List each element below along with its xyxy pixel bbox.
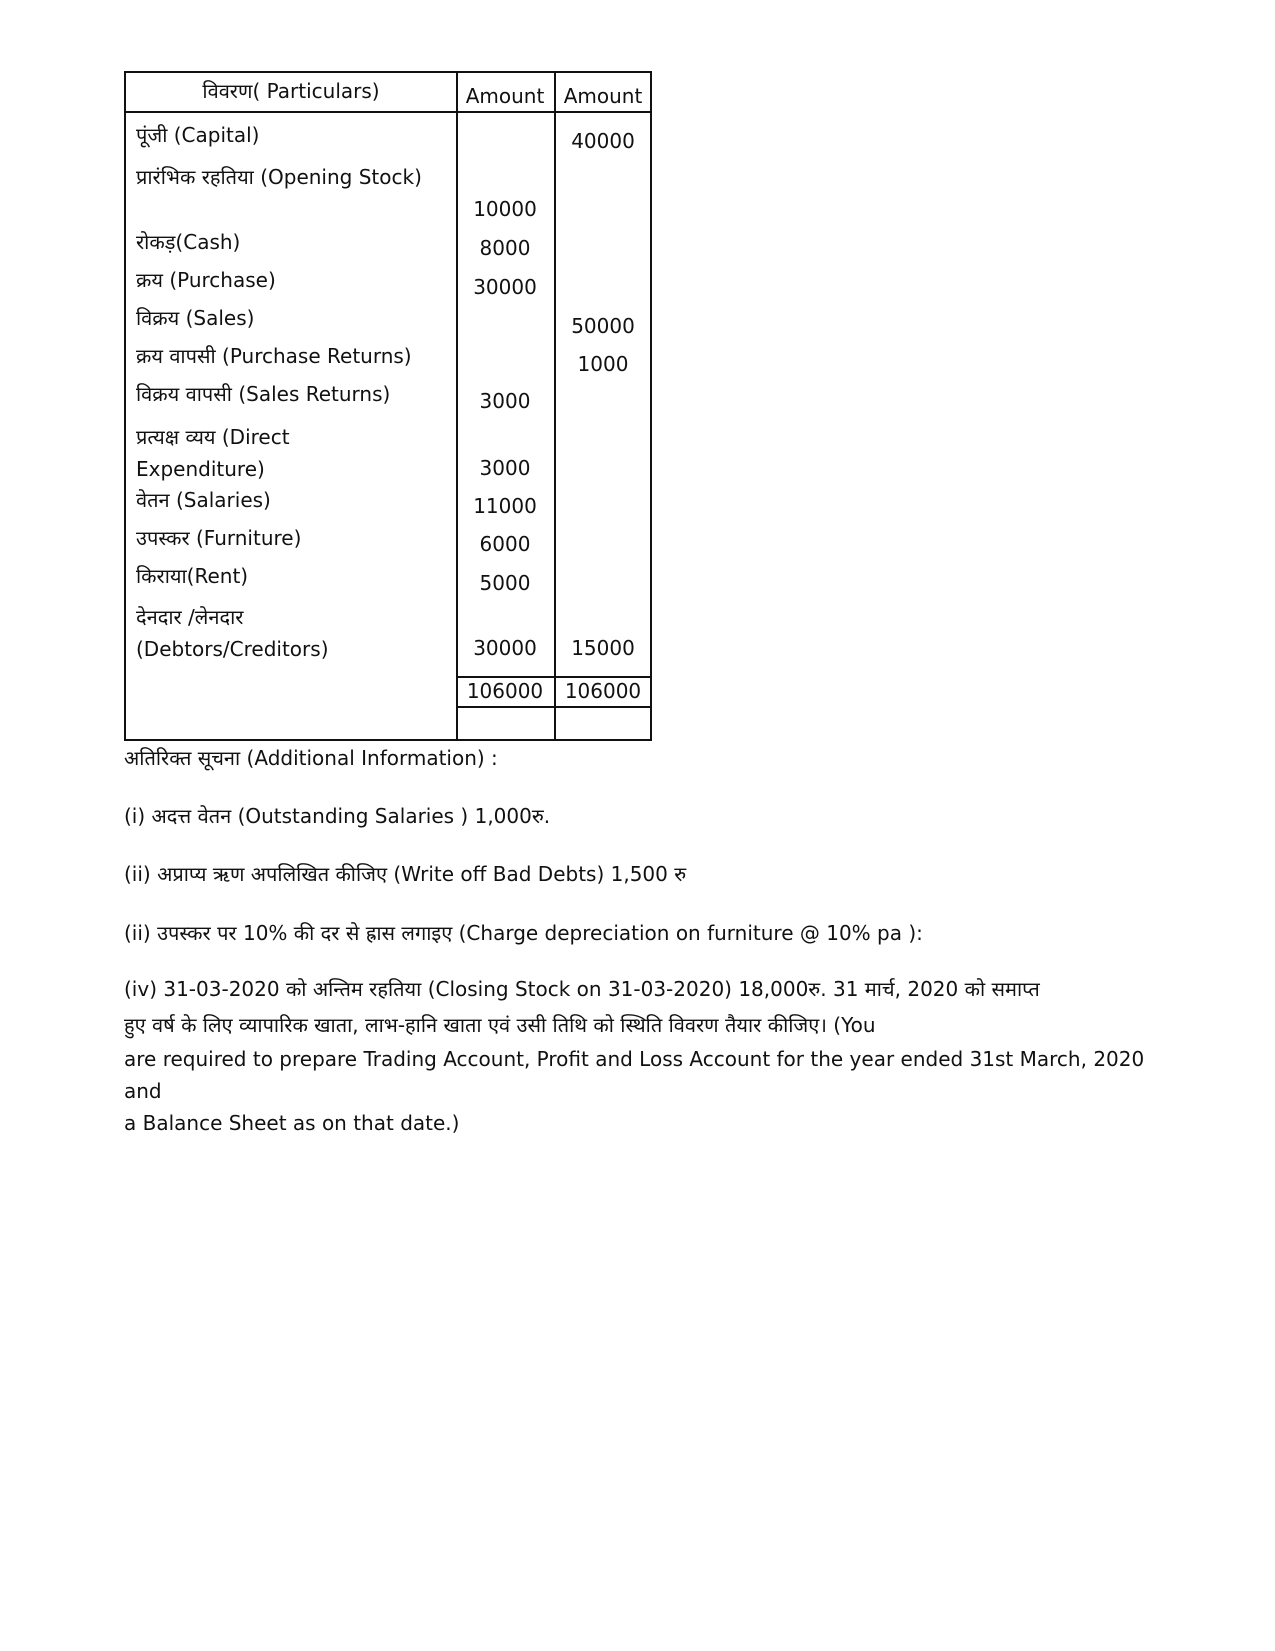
cr-purchase-returns: 1000 xyxy=(577,352,629,376)
dr-opening-stock: 10000 xyxy=(473,197,537,221)
dr-salaries: 11000 xyxy=(473,494,537,518)
cr-creditors: 15000 xyxy=(571,636,635,660)
instruction-line: हुए वर्ष के लिए व्यापारिक खाता, लाभ-हानि खाता एवं उसी तिथि को स्थिति विवरण तैयार कीजिए। (You xyxy=(124,1013,876,1037)
row-label-sales: विक्रय (Sales) xyxy=(136,306,255,330)
dr-debtors: 30000 xyxy=(473,636,537,660)
note-bad-debts: (ii) अप्राप्य ऋण अपलिखित कीजिए (Write off Bad Debts) 1,500 रु xyxy=(124,862,687,886)
dr-sales-returns: 3000 xyxy=(479,389,531,413)
row-label-salaries: वेतन (Salaries) xyxy=(136,488,271,512)
dr-purchase: 30000 xyxy=(473,275,537,299)
dr-cash: 8000 xyxy=(479,236,531,260)
dr-direct-expenditure: 3000 xyxy=(479,456,531,480)
header-divider xyxy=(126,111,650,113)
trial-balance-table xyxy=(124,71,652,741)
cr-capital: 40000 xyxy=(571,129,635,153)
row-label-direct-expenditure: प्रत्यक्ष व्यय (Direct Expenditure) xyxy=(136,425,290,481)
total-bottom-rule xyxy=(456,706,650,708)
row-label-sales-returns: विक्रय वापसी (Sales Returns) xyxy=(136,382,391,406)
header-particulars: विवरण( Particulars) xyxy=(202,79,380,103)
row-label-debtors-creditors: देनदार /लेनदार (Debtors/Creditors) xyxy=(136,605,329,661)
total-credit: 106000 xyxy=(564,679,642,703)
header-amount-credit: Amount xyxy=(563,84,643,108)
instruction-line: (iv) 31-03-2020 को अन्तिम रहतिया (Closing Stock on 31-03-2020) 18,000रु. 31 मार्च, 2020 को समाप्त xyxy=(124,977,1040,1001)
row-label-opening-stock: प्रारंभिक रहतिया (Opening Stock) xyxy=(136,165,422,189)
dr-rent: 5000 xyxy=(479,571,531,595)
row-label-furniture: उपस्कर (Furniture) xyxy=(136,526,302,550)
row-label-capital: पूंजी (Capital) xyxy=(136,123,260,147)
total-top-rule xyxy=(456,676,650,678)
instruction-line: a Balance Sheet as on that date.) xyxy=(124,1111,460,1135)
instruction-line: are required to prepare Trading Account, Profit and Loss Account for the year ended 31st March, 2020 and xyxy=(124,1047,1145,1103)
row-label-purchase-returns: क्रय वापसी (Purchase Returns) xyxy=(136,344,412,368)
note-closing-stock-instructions xyxy=(124,971,1154,1139)
cr-sales: 50000 xyxy=(571,314,635,338)
row-label-cash: रोकड़(Cash) xyxy=(136,230,241,254)
additional-info-heading: अतिरिक्त सूचना (Additional Information) : xyxy=(124,746,498,770)
row-label-rent: किराया(Rent) xyxy=(136,564,249,588)
total-debit: 106000 xyxy=(466,679,544,703)
header-amount-debit: Amount xyxy=(465,84,545,108)
dr-furniture: 6000 xyxy=(479,532,531,556)
row-label-purchase: क्रय (Purchase) xyxy=(136,268,276,292)
note-outstanding-salaries: (i) अदत्त वेतन (Outstanding Salaries ) 1,000रु. xyxy=(124,804,551,828)
note-depreciation: (ii) उपस्कर पर 10% की दर से ह्रास लगाइए (Charge depreciation on furniture @ 10% pa ): xyxy=(124,921,923,945)
